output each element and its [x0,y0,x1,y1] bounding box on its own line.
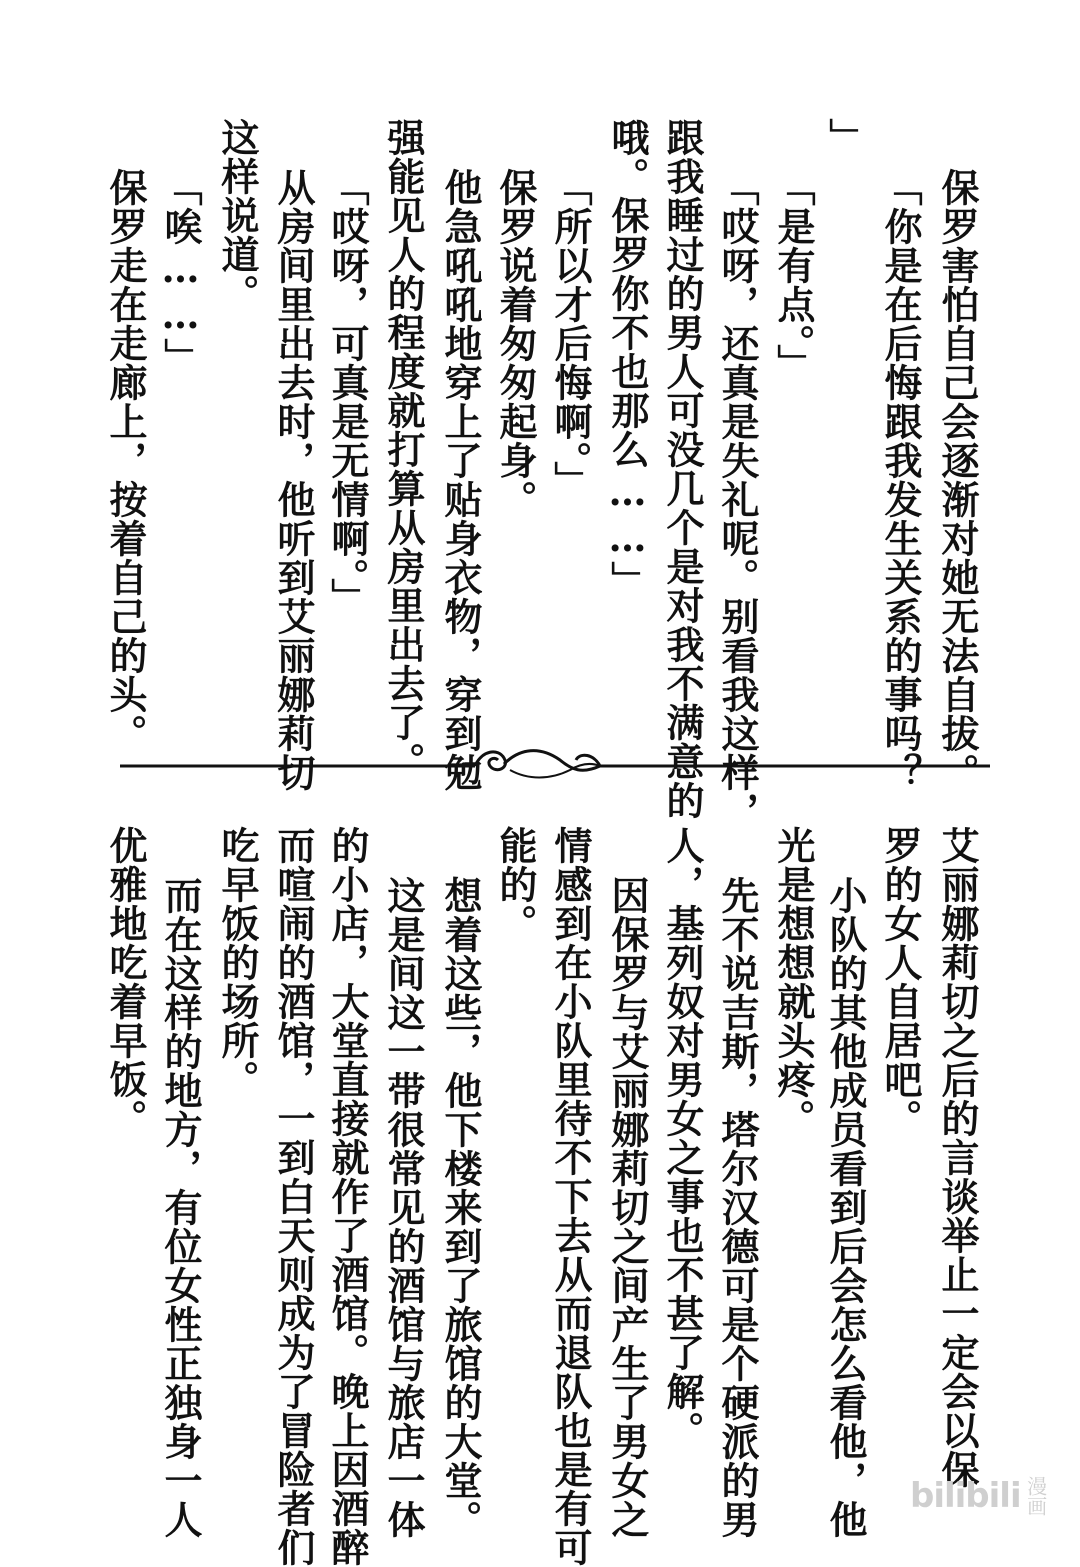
text-column: 「你是在后悔跟我发生关系的事吗？ [878,168,923,792]
flourish-ornament-icon [120,740,990,790]
bilibili-manga-watermark [910,1468,1070,1524]
text-column: 光是想想就头疼。 [771,826,816,1138]
watermark-sub: 漫画 [1023,1476,1048,1516]
text-column: 艾丽娜莉切之后的言谈举止一定会以保 [935,826,980,1489]
text-column: 跟我睡过的男人可没几个是对我不满意的 [660,118,705,820]
text-column: 的小店，大堂直接就作了酒馆。晚上因酒醉 [325,826,370,1567]
text-column: 能的。 [493,826,538,943]
text-column: 「所以才后悔啊。」 [548,168,593,500]
text-column: 「哎呀，还真是失礼呢。别看我这样， [715,168,760,831]
text-column: 而在这样的地方，有位女性正独身一人 [158,876,203,1539]
text-column: 哦。保罗你不也那么……」 [605,118,650,600]
text-column: 强能见人的程度就打算从房里出去了。 [381,118,426,781]
text-column: 想着这些，他下楼来到了旅馆的大堂。 [438,876,483,1539]
watermark-brand: bilibili [910,1476,1021,1516]
text-column: 」 [823,118,868,157]
text-column: 优雅地吃着早饭。 [103,826,148,1138]
text-column: 小队的其他成员看到后会怎么看他，他 [823,876,868,1539]
text-column: 因保罗与艾丽娜莉切之间产生了男女之 [605,876,650,1539]
text-column: 他急吼吼地穿上了贴身衣物，穿到勉 [438,168,483,792]
section-divider [120,740,990,790]
text-column: 从房间里出去时，他听到艾丽娜莉切 [271,168,316,792]
text-column: 这是间这一带很常见的酒馆与旅店一体 [381,876,426,1539]
text-column: 「哎呀，可真是无情啊。」 [325,168,370,617]
text-column: 而喧闹的酒馆，一到白天则成为了冒险者们 [271,826,316,1567]
text-column: 保罗走在走廊上，按着自己的头。 [103,168,148,753]
text-column: 保罗害怕自己会逐渐对她无法自拔。 [935,168,980,792]
text-column: 「唉……」 [158,168,203,377]
text-column: 「是有点。」 [771,168,816,383]
text-column: 吃早饭的场所。 [215,826,260,1099]
text-column: 保罗说着匆匆起身。 [493,168,538,519]
text-column: 人，基列奴对男女之事也不甚了解。 [660,826,705,1450]
text-column: 先不说吉斯，塔尔汉德可是个硬派的男 [715,876,760,1539]
text-column: 这样说道。 [215,118,260,313]
text-column: 情感到在小队里待不下去从而退队也是有可 [548,826,593,1567]
text-column: 罗的女人自居吧。 [878,826,923,1138]
